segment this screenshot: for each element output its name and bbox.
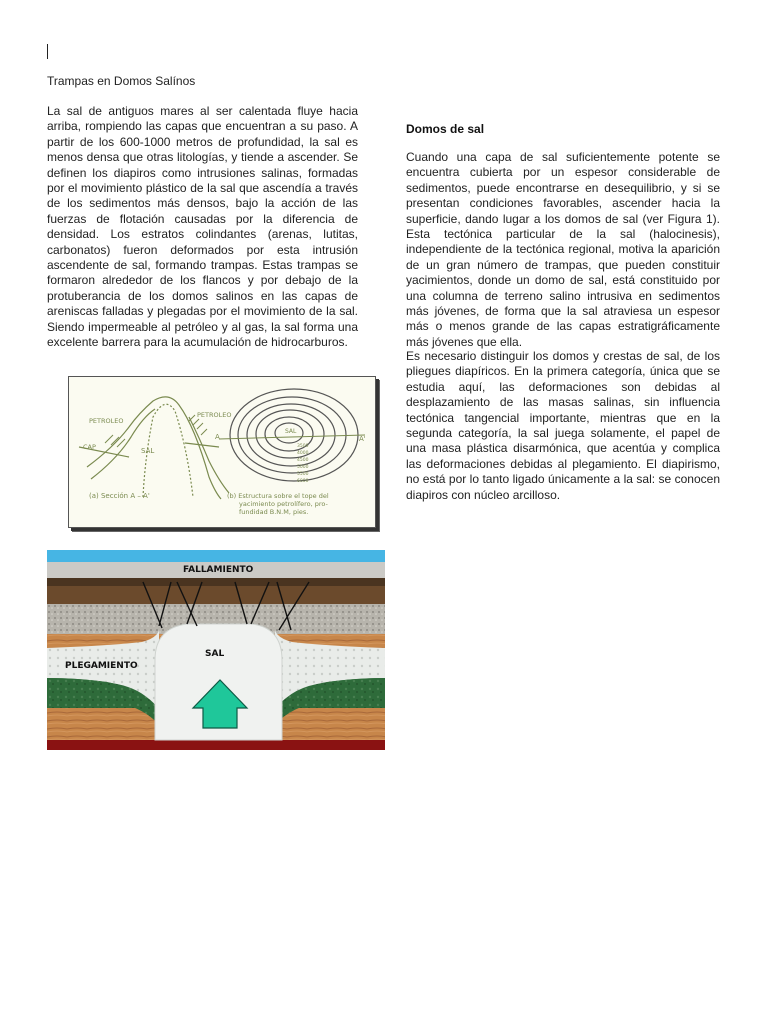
label-a-prime: A': [359, 435, 366, 443]
label-fallamiento: FALLAMIENTO: [183, 565, 254, 575]
document-title: Trampas en Domos Salínos: [47, 74, 196, 88]
contour-label: 6000: [297, 479, 309, 484]
label-cap: CAP: [83, 443, 96, 451]
text-cursor: [47, 44, 48, 59]
label-sal: SAL: [205, 649, 225, 659]
label-sal-map: SAL: [285, 428, 297, 435]
contour-label: 3500: [297, 444, 309, 449]
salt-dome-block-diagram: [47, 550, 385, 750]
basement-layer: [47, 740, 385, 750]
label-sal: SAL: [141, 447, 155, 455]
contour-label: 4500: [297, 458, 309, 463]
contour-label: 5000: [297, 465, 309, 470]
section-heading: Domos de sal: [406, 122, 485, 136]
salt-dome-block-figure: [47, 550, 385, 750]
contour-label: 5500: [297, 472, 309, 477]
caption-b-line2: yacimiento petrolífero, pro-: [239, 500, 328, 508]
sky-band: [47, 550, 385, 564]
right-paragraph-1: Cuando una capa de sal suficientemente potente se encuentra cubierta por un espesor considerable de sedimentos, puede encontrarse en desequilibrio, y si se presentan condiciones favorables, ascender hacia la superficie, dando lugar a los domos de sal (ver Figura 1). Esta tectónica particular de la sal (halocinesis), independiente de la tectónica regional, motiva la aparición de un gran número de trampas, que pueden constituir yacimientos, donde un domo de sal, está constituido por una columna de terreno salino intrusiva en sedimentos más jóvenes, de forma que la sal atraviesa un espesor más o menos grande de las capas estratigráficamente más jóvenes que ella.: [406, 150, 720, 349]
caption-a: (a) Sección A – A': [89, 492, 150, 500]
right-paragraph-2: Es necesario distinguir los domos y crestas de sal, de los pliegues diapíricos. En la primera categoría, única que se estudia aquí, las deformaciones son debidas al desplazamiento de las masas salinas, sin influencia tectónica tangencial importante, mientras que en la segunda categoría, la sal juega solamente, el papel de una masa plástica disarmónica, que acentúa y complica las deformaciones debidas al plegamiento. El diapirismo, no está por lo tanto ligado únicamente a la sal: se conocen diapiros con núcleo arcilloso.: [406, 349, 720, 502]
salt-dome-diagram-figure: [68, 376, 376, 528]
caption-b-line1: (b) Estructura sobre el tope del: [227, 492, 329, 500]
label-petroleo-left: PETROLEO: [89, 417, 124, 425]
salt-dome-diagram: [69, 377, 375, 527]
label-a: A: [215, 433, 220, 441]
caption-b-line3: fundidad B.N.M, pies.: [239, 508, 309, 516]
contour-label: 4000: [297, 451, 309, 456]
label-plegamiento: PLEGAMIENTO: [65, 661, 138, 671]
label-petroleo-right: PETROLEO: [197, 411, 232, 419]
structure-contours: [230, 389, 358, 481]
left-paragraph: La sal de antiguos mares al ser calentada fluye hacia arriba, rompiendo las capas que encuentran a su paso. A partir de los 600-1000 metros de profundidad, la sal es menos densa que otras litologías, y tiende a ascender. Se definen los diapiros como intrusiones salinas, formadas por el movimiento plástico de la sal que ascendía a través de los sedimentos más densos, bajo la acción de las fuerzas de flotación causadas por la diferencia de densidad. Los estratos colindantes (arenas, lutitas, carbonatos) fueron deformados por esta intrusión ascendente de sal, formando trampas. Estas trampas se formaron alrededor de los flancos y por debajo de la protuberancia de los domos salinos en las capas de areniscas falladas y plegadas por el movimiento de la sal. Siendo impermeable al petróleo y al gas, la sal forma una excelente barrera para la acumulación de hidrocarburos.: [47, 104, 358, 350]
